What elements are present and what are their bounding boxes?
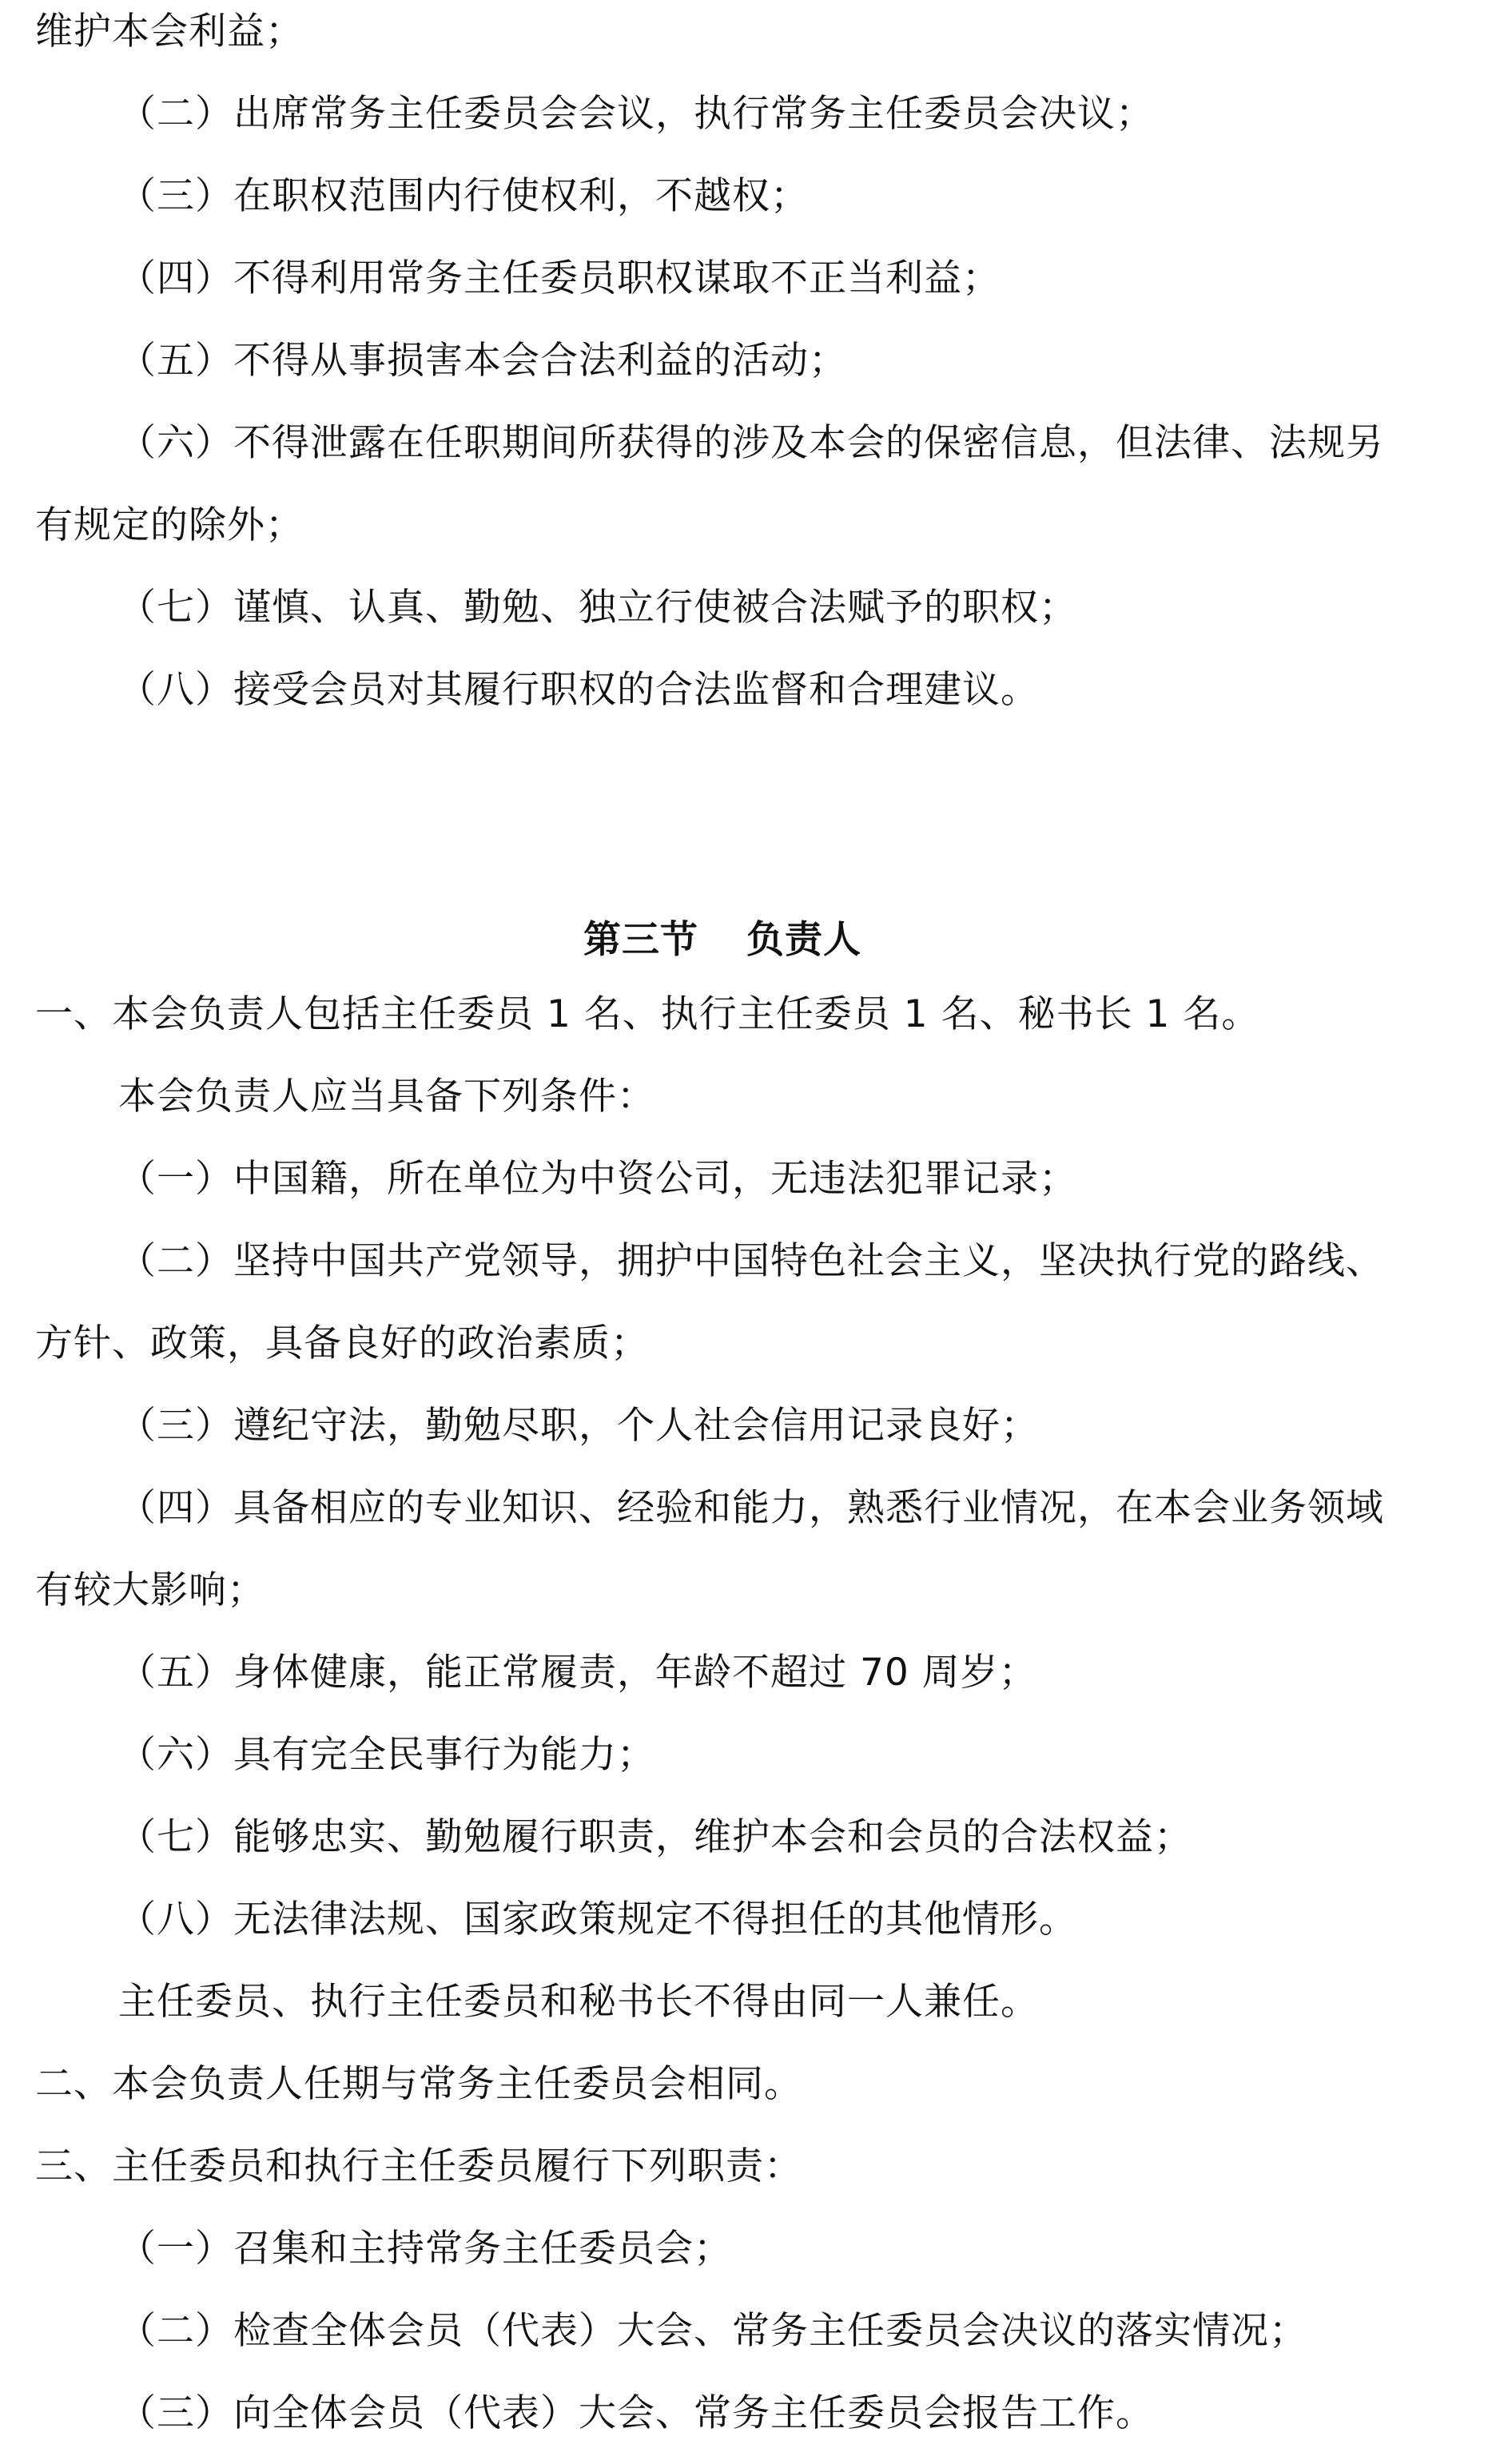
list-item: （五）不得从事损害本会合法利益的活动；	[118, 339, 847, 383]
section-number: 第三节	[583, 918, 698, 962]
list-item: （八）无法律法规、国家政策规定不得担任的其他情形。	[118, 1898, 1077, 1941]
section-heading	[35, 900, 1474, 983]
list-item: （四）具备相应的专业知识、经验和能力，熟悉行业情况，在本会业务领域	[118, 1486, 1384, 1530]
list-item: （七）谨慎、认真、勤勉、独立行使被合法赋予的职权；	[118, 586, 1077, 630]
list-item: （七）能够忠实、勤勉履行职责，维护本会和会员的合法权益；	[118, 1815, 1192, 1859]
list-item: （五）身体健康，能正常履责，年龄不超过 70 周岁；	[118, 1651, 1037, 1695]
list-item: （三）在职权范围内行使权利，不越权；	[118, 174, 809, 218]
list-item: （八）接受会员对其履行职权的合法监督和合理建议。	[118, 668, 1039, 712]
clause-line: 三、主任委员和执行主任委员履行下列职责：	[35, 2144, 802, 2188]
paragraph-line: 维护本会利益；	[35, 10, 304, 54]
section-spacer	[35, 741, 1474, 900]
clause-line: 二、本会负责人任期与常务主任委员会相同。	[35, 2062, 802, 2106]
list-item: （二）坚持中国共产党领导，拥护中国特色社会主义，坚决执行党的路线、	[118, 1239, 1384, 1283]
list-item: （一）中国籍，所在单位为中资公司，无违法犯罪记录；	[118, 1157, 1077, 1201]
list-item: （六）具有完全民事行为能力；	[118, 1733, 655, 1777]
list-item-continuation: 有较大影响；	[35, 1568, 265, 1612]
section-title: 负责人	[746, 918, 861, 962]
list-item: （四）不得利用常务主任委员职权谋取不正当利益；	[118, 256, 1001, 300]
list-item: （三）遵纪守法，勤勉尽职，个人社会信用记录良好；	[118, 1404, 1039, 1448]
clause-line: 一、本会负责人包括主任委员 1 名、执行主任委员 1 名、秘书长 1 名。	[35, 992, 1260, 1036]
list-item: （二）检查全体会员（代表）大会、常务主任委员会决议的落实情况；	[118, 2309, 1307, 2353]
list-item: （一）召集和主持常务主任委员会；	[118, 2227, 732, 2271]
list-item: （二）出席常务主任委员会会议，执行常务主任委员会决议；	[118, 92, 1154, 136]
list-item-continuation: 方针、政策，具备良好的政治素质；	[35, 1321, 649, 1365]
list-item-continuation: 有规定的除外；	[35, 503, 304, 547]
list-item: （三）向全体会员（代表）大会、常务主任委员会报告工作。	[118, 2391, 1154, 2435]
document-page	[35, 0, 1474, 2464]
paragraph-line: 本会负责人应当具备下列条件：	[118, 1075, 655, 1119]
paragraph-line: 主任委员、执行主任委员和秘书长不得由同一人兼任。	[118, 1980, 1039, 2024]
list-item: （六）不得泄露在任职期间所获得的涉及本会的保密信息，但法律、法规另	[118, 421, 1384, 465]
